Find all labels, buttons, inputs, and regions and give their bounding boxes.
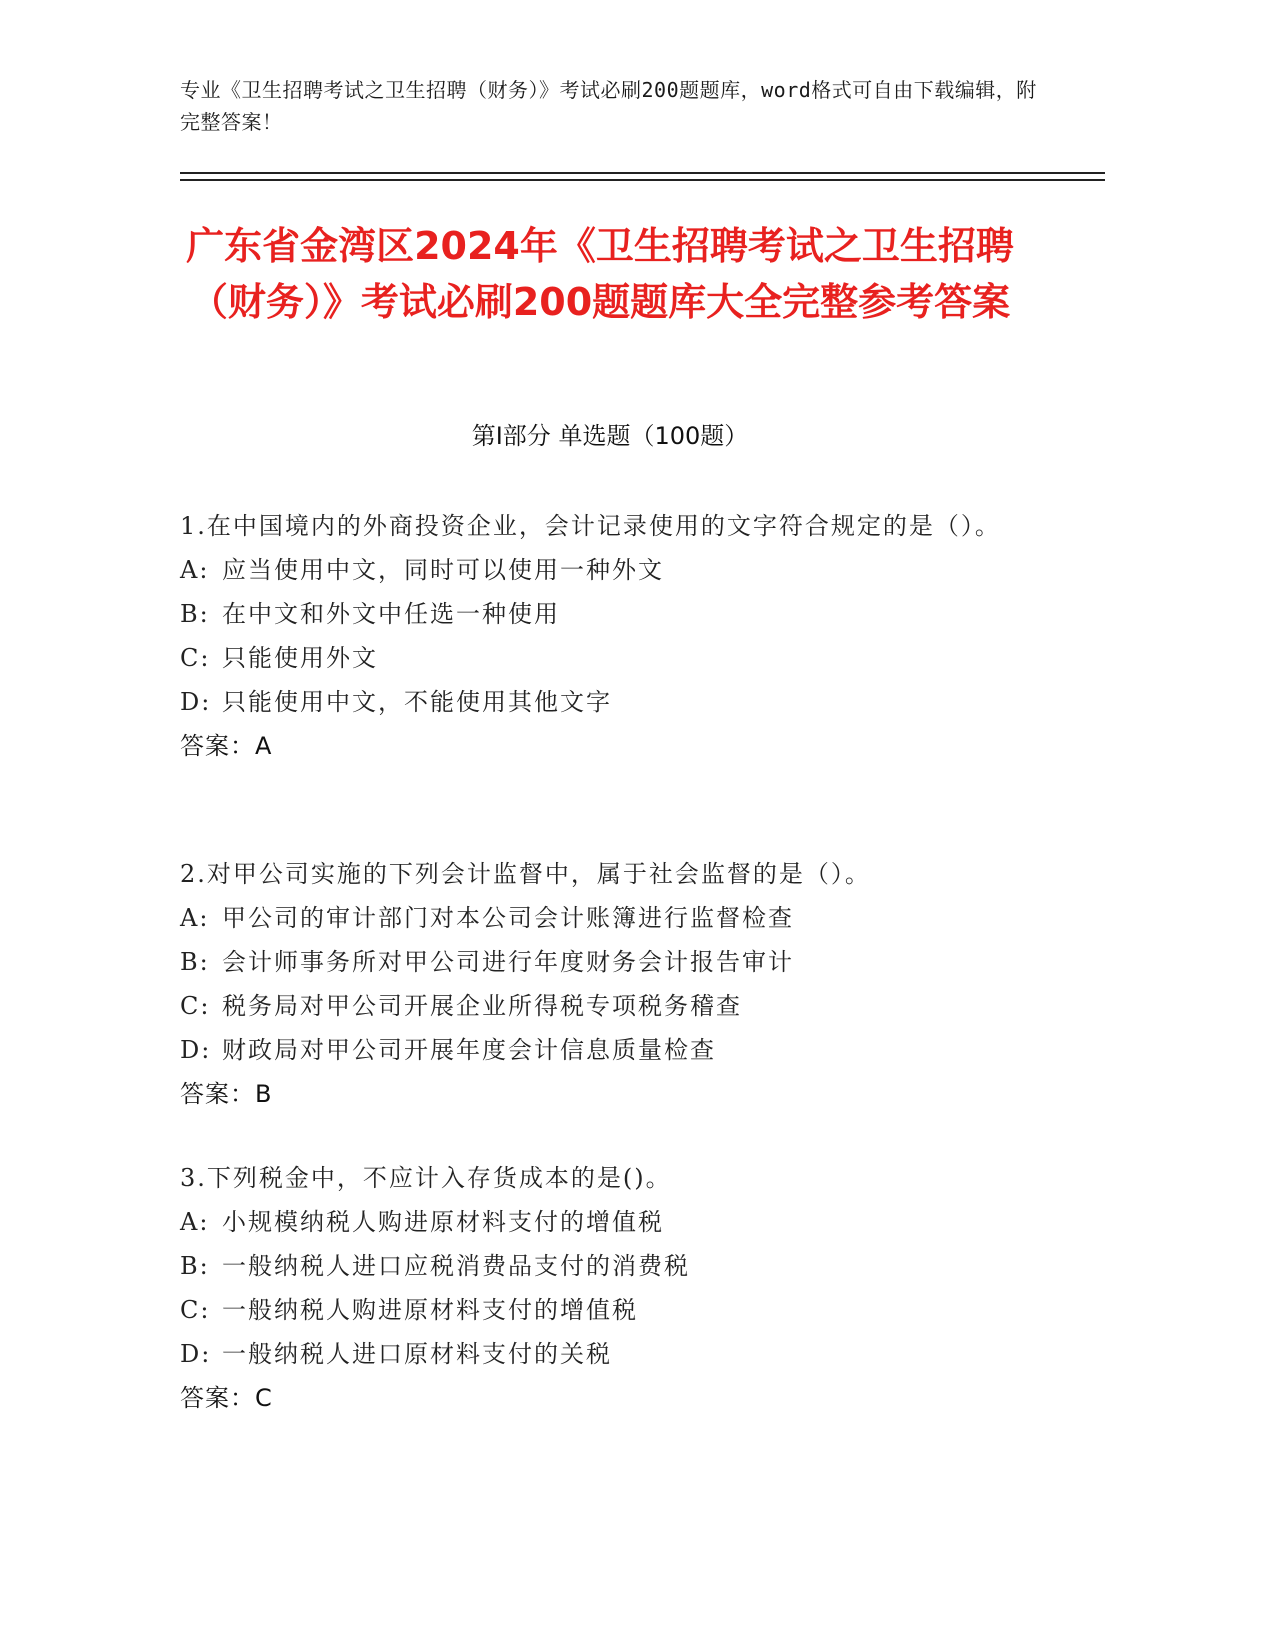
option-text: 财政局对甲公司开展年度会计信息质量检查 [222,1036,716,1064]
option-text: 在中文和外文中任选一种使用 [222,600,560,628]
option-key: D: [180,1340,212,1368]
option-key: B: [180,948,210,976]
option-key: D: [180,1036,212,1064]
option-text: 税务局对甲公司开展企业所得税专项税务稽查 [222,992,742,1020]
option-key: A: [180,556,210,584]
option-text: 一般纳税人进口应税消费品支付的消费税 [222,1252,690,1280]
option-key: B: [180,1252,210,1280]
option-d [180,680,1060,724]
option-c [180,1288,1060,1332]
header-divider-top [180,172,1105,174]
option-key: D: [180,688,212,716]
option-key: B: [180,600,210,628]
option-key: A: [180,904,210,932]
section-heading: 第Ⅰ部分 单选题（100题） [471,422,749,450]
option-c [180,636,1060,680]
option-b [180,592,1060,636]
option-key: C: [180,1296,211,1324]
option-d [180,1332,1060,1376]
answer-line: 答案：B [180,1080,273,1108]
intro-text: 专业《卫生招聘考试之卫生招聘（财务）》考试必刷200题题库，word格式可自由下载编辑，附完整答案！ [180,78,1037,134]
option-b [180,940,1060,984]
option-text: 会计师事务所对甲公司进行年度财务会计报告审计 [222,948,794,976]
question-1 [180,504,1060,768]
option-text: 一般纳税人进口原材料支付的关税 [222,1340,612,1368]
question-stem: 1.在中国境内的外商投资企业，会计记录使用的文字符合规定的是（）。 [180,512,1001,540]
option-a [180,1200,1060,1244]
option-d [180,1028,1060,1072]
question-stem: 3.下列税金中，不应计入存货成本的是()。 [180,1164,672,1192]
option-a [180,896,1060,940]
question-stem: 2.对甲公司实施的下列会计监督中，属于社会监督的是（）。 [180,860,871,888]
option-text: 小规模纳税人购进原材料支付的增值税 [222,1208,664,1236]
option-key: A: [180,1208,210,1236]
option-text: 只能使用外文 [222,644,378,672]
question-2 [180,852,1060,1116]
option-text: 只能使用中文，不能使用其他文字 [222,688,612,716]
option-text: 甲公司的审计部门对本公司会计账簿进行监督检查 [222,904,794,932]
answer-line: 答案：A [180,732,273,760]
option-text: 一般纳税人购进原材料支付的增值税 [222,1296,638,1324]
option-c [180,984,1060,1028]
option-text: 应当使用中文，同时可以使用一种外文 [222,556,664,584]
option-b [180,1244,1060,1288]
option-a [180,548,1060,592]
option-key: C: [180,992,211,1020]
option-key: C: [180,644,211,672]
document-title: 广东省金湾区2024年《卫生招聘考试之卫生招聘（财务）》考试必刷200题题库大全完整参考答案 [186,224,1014,324]
answer-line: 答案：C [180,1384,273,1412]
question-3 [180,1156,1060,1420]
header-divider-bottom [180,179,1105,181]
